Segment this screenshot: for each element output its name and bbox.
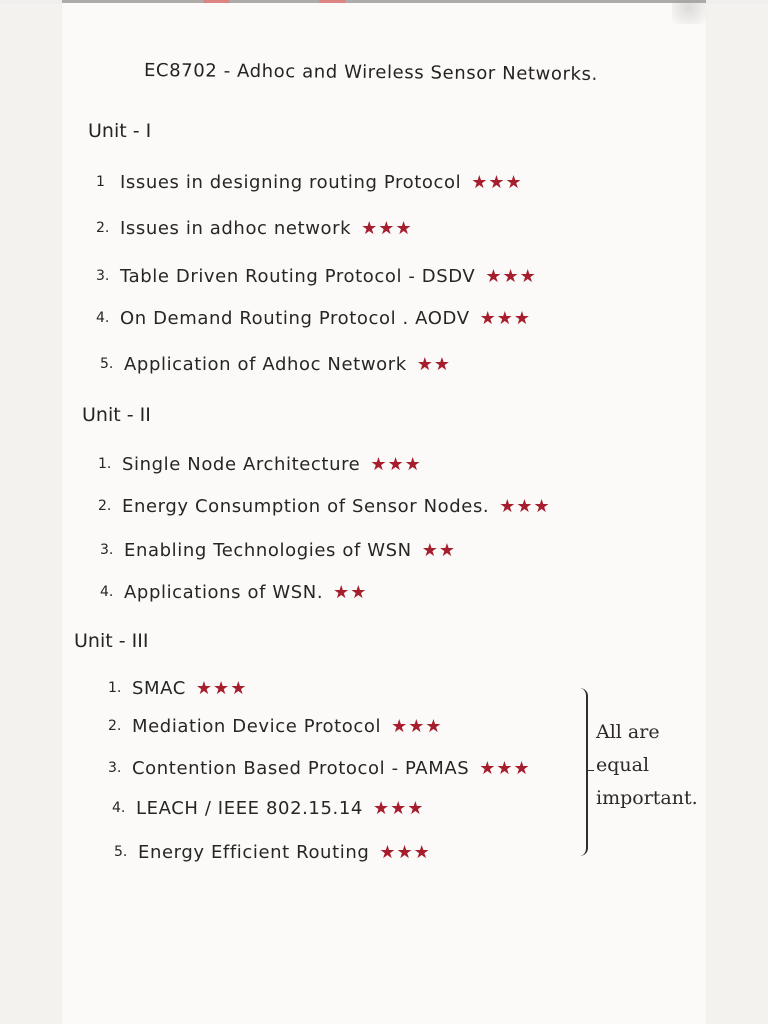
unit-1-heading: Unit - I bbox=[88, 120, 152, 142]
unit-3-item-5-number: 5. bbox=[114, 844, 128, 860]
unit-1-item-5-number: 5. bbox=[100, 356, 114, 372]
unit-1-item-1-text: Issues in designing routing Protocol bbox=[120, 171, 462, 193]
unit-1-item-2 bbox=[96, 216, 413, 240]
unit-3-item-3-text: Contention Based Protocol - PAMAS bbox=[132, 757, 470, 779]
unit-1-item-3-number: 3. bbox=[96, 268, 110, 284]
unit-3-item-3 bbox=[108, 756, 531, 780]
top-right-shadow bbox=[672, 0, 706, 24]
unit-3-heading: Unit - III bbox=[74, 630, 149, 652]
unit-1-item-4 bbox=[96, 306, 531, 330]
unit-3-item-5-stars: ★★★ bbox=[379, 841, 431, 863]
unit-2-item-1-number: 1. bbox=[98, 456, 112, 472]
unit-2-item-2-text: Energy Consumption of Sensor Nodes. bbox=[122, 495, 490, 517]
unit-2-item-3-stars: ★★ bbox=[421, 539, 456, 561]
side-note-line-1: All are bbox=[596, 721, 660, 743]
unit-3-item-2-stars: ★★★ bbox=[391, 715, 443, 737]
unit-3-item-2-number: 2. bbox=[108, 718, 122, 734]
unit-2-item-1-text: Single Node Architecture bbox=[122, 453, 361, 475]
unit-1-item-5-stars: ★★ bbox=[416, 353, 452, 375]
page-top-strip bbox=[62, 0, 706, 3]
unit-2-item-4-number: 4. bbox=[100, 584, 114, 600]
unit-2-item-4-stars: ★★ bbox=[333, 581, 368, 603]
unit-1-item-1 bbox=[96, 170, 523, 194]
unit-3-item-4-text: LEACH / IEEE 802.15.14 bbox=[136, 797, 363, 819]
unit-1-item-2-number: 2. bbox=[96, 220, 110, 236]
unit-2-item-2-stars: ★★★ bbox=[499, 495, 551, 517]
unit-1-item-3-text: Table Driven Routing Protocol - DSDV bbox=[120, 265, 476, 287]
unit-3-item-5-text: Energy Efficient Routing bbox=[138, 841, 370, 863]
unit-2-item-1 bbox=[98, 452, 422, 476]
unit-2-item-2-number: 2. bbox=[98, 498, 112, 514]
unit-3-item-1-text: SMAC bbox=[132, 677, 186, 699]
unit-3-item-4 bbox=[112, 796, 424, 820]
unit-3-item-3-number: 3. bbox=[108, 760, 122, 776]
unit-2-item-4 bbox=[100, 580, 367, 604]
unit-3-item-4-stars: ★★★ bbox=[372, 797, 425, 819]
unit-1-item-5 bbox=[100, 352, 451, 376]
unit-2-item-4-text: Applications of WSN. bbox=[124, 581, 324, 603]
bracket-marker bbox=[572, 688, 588, 856]
unit-2-item-2 bbox=[98, 494, 551, 518]
unit-1-item-4-text: On Demand Routing Protocol . AODV bbox=[120, 307, 470, 329]
unit-1-item-2-stars: ★★★ bbox=[361, 217, 413, 239]
unit-3-item-4-number: 4. bbox=[112, 800, 126, 816]
side-note-line-2: equal bbox=[596, 754, 650, 776]
unit-3-item-1-stars: ★★★ bbox=[195, 677, 248, 699]
unit-1-item-2-text: Issues in adhoc network bbox=[120, 217, 352, 239]
unit-1-item-4-number: 4. bbox=[96, 310, 110, 326]
unit-1-item-5-text: Application of Adhoc Network bbox=[124, 353, 407, 375]
unit-3-item-1-number: 1. bbox=[108, 680, 122, 696]
unit-3-item-1 bbox=[108, 676, 247, 700]
unit-1-item-4-stars: ★★★ bbox=[479, 307, 532, 329]
page-title: EC8702 - Adhoc and Wireless Sensor Networks. bbox=[143, 60, 598, 85]
unit-2-item-1-stars: ★★★ bbox=[370, 453, 422, 475]
unit-1-item-1-stars: ★★★ bbox=[471, 171, 523, 193]
unit-1-item-1-number: 1 bbox=[96, 174, 105, 190]
bracket-tip bbox=[586, 770, 594, 771]
unit-1-item-3 bbox=[96, 264, 537, 288]
unit-3-item-2-text: Mediation Device Protocol bbox=[132, 715, 382, 737]
side-note bbox=[596, 716, 706, 815]
unit-1-item-3-stars: ★★★ bbox=[485, 265, 537, 287]
unit-2-heading: Unit - II bbox=[82, 404, 151, 426]
unit-2-item-3-text: Enabling Technologies of WSN bbox=[124, 539, 412, 561]
unit-3-item-5 bbox=[114, 840, 431, 864]
unit-2-item-3 bbox=[100, 538, 456, 562]
unit-3-item-2 bbox=[108, 714, 443, 738]
side-note-line-3: important. bbox=[596, 787, 698, 809]
unit-2-item-3-number: 3. bbox=[100, 542, 114, 558]
unit-3-item-3-stars: ★★★ bbox=[479, 757, 531, 779]
